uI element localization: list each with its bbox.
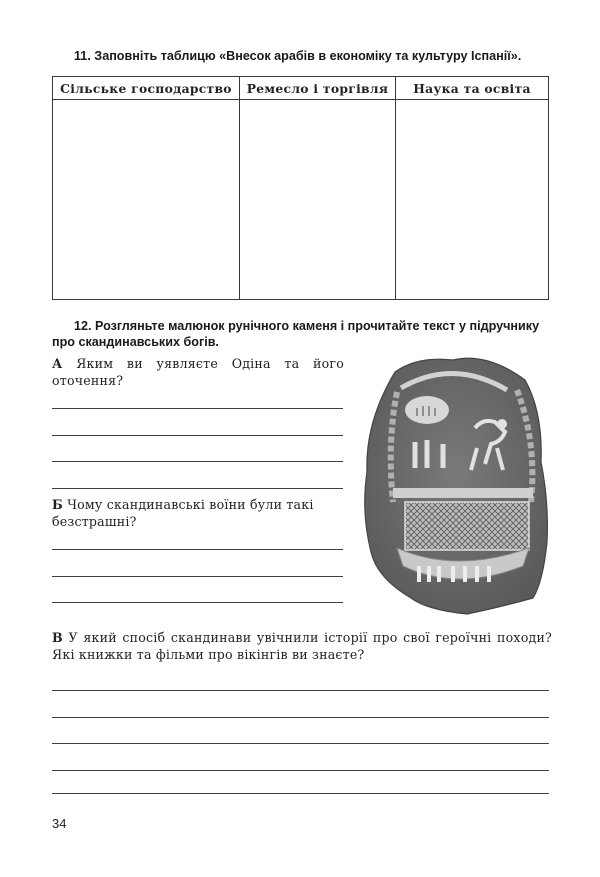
- answer-line[interactable]: [52, 576, 343, 577]
- question-c: [52, 629, 552, 663]
- answer-line[interactable]: [52, 488, 343, 489]
- answer-cell-crafts-trade[interactable]: [240, 100, 396, 300]
- task-12-title: 12. Розгляньте малюнок рунічного каменя і прочитайте текст у підручнику про скандинавських богів.: [52, 319, 540, 349]
- question-text: Яким ви уявляєте Одіна та його оточення?: [52, 356, 344, 388]
- answer-line[interactable]: [52, 408, 343, 409]
- column-header-agriculture: Сільське господарство: [53, 77, 240, 100]
- answer-line[interactable]: [52, 602, 343, 603]
- arab-contribution-table: [52, 76, 549, 300]
- answer-line[interactable]: [52, 435, 343, 436]
- question-letter: А: [52, 356, 63, 371]
- page-number: 34: [52, 816, 67, 831]
- runestone-image: [357, 352, 553, 616]
- answer-cell-agriculture[interactable]: [53, 100, 240, 300]
- question-letter: В: [52, 630, 63, 645]
- answer-line[interactable]: [52, 793, 549, 794]
- answer-line[interactable]: [52, 461, 343, 462]
- question-letter: Б: [52, 497, 63, 512]
- runestone-icon: [357, 352, 553, 616]
- task-11-title: 11. Заповніть таблицю «Внесок арабів в економіку та культуру Іспанії».: [74, 49, 522, 63]
- question-a: [52, 355, 344, 389]
- question-text: У який спосіб скандинави увічнили історії про свої героїчні походи? Які книжки та фільми про вікінгів ви знаєте?: [52, 630, 552, 662]
- question-text: Чому скандинавські воїни були такі безстрашні?: [52, 497, 314, 529]
- column-header-science-education: Наука та освіта: [396, 77, 549, 100]
- answer-line[interactable]: [52, 770, 549, 771]
- answer-line[interactable]: [52, 743, 549, 744]
- answer-line[interactable]: [52, 549, 343, 550]
- question-b: [52, 496, 344, 530]
- answer-line[interactable]: [52, 717, 549, 718]
- table-row: [53, 100, 549, 300]
- column-header-crafts-trade: Ремесло і торгівля: [240, 77, 396, 100]
- answer-line[interactable]: [52, 690, 549, 691]
- answer-cell-science-education[interactable]: [396, 100, 549, 300]
